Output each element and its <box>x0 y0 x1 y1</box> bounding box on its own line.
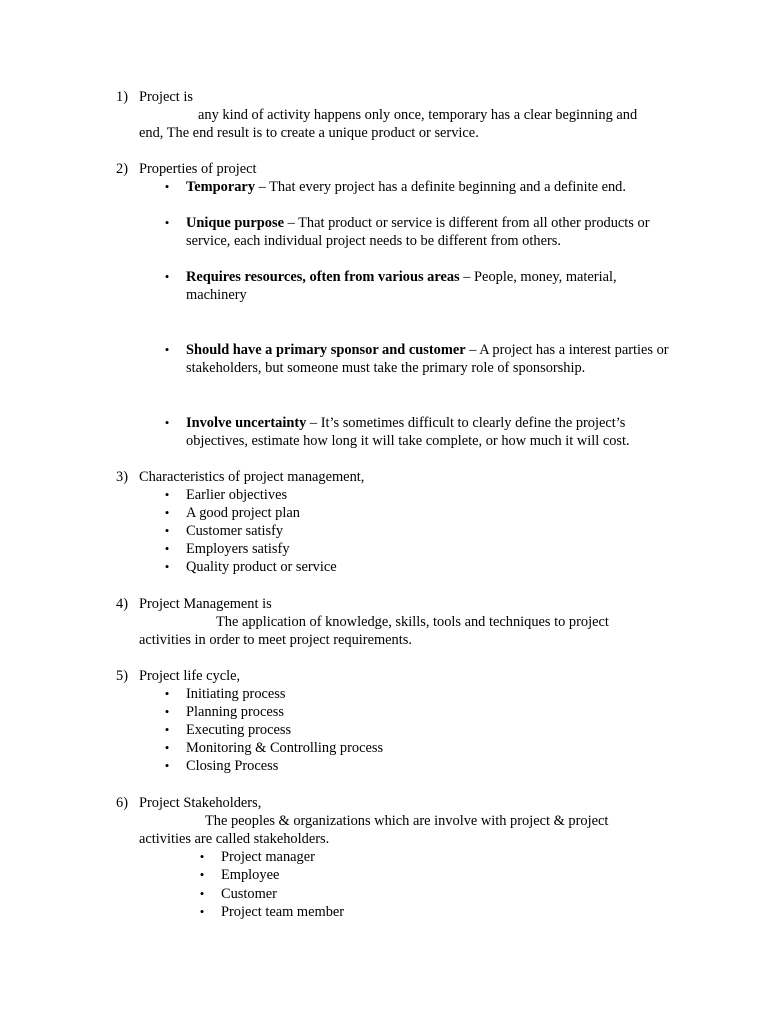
list-item <box>164 414 676 450</box>
item-term: Involve uncertainty <box>186 415 307 431</box>
list-item <box>164 178 676 196</box>
list-item <box>164 268 676 304</box>
bullet-icon: • <box>199 886 205 901</box>
section-number: 1) <box>116 89 128 105</box>
list-item <box>164 522 676 540</box>
bullet-icon: • <box>164 505 170 520</box>
list-item <box>164 341 676 377</box>
bullet-icon: • <box>164 758 170 773</box>
bullet-icon: • <box>164 559 170 574</box>
item-text: Executing process <box>186 722 292 738</box>
section-heading: Project life cycle, <box>139 668 241 684</box>
list-item <box>164 540 676 558</box>
item-term: Unique purpose <box>186 215 284 231</box>
section-heading: Properties of project <box>139 161 257 177</box>
item-text: – That every project has a definite beginning and a definite end. <box>255 179 626 195</box>
bullet-icon: • <box>199 867 205 882</box>
section-number: 5) <box>116 668 128 684</box>
item-text: – A project has a interest parties or stakeholders, but someone must take the primary role of sponsorship. <box>186 342 669 377</box>
section-body-first-line: The peoples & organizations which are involve with project & project <box>205 813 609 829</box>
bullet-icon: • <box>199 904 205 919</box>
list-item <box>164 685 676 703</box>
item-text: – People, money, material, machinery <box>186 269 617 304</box>
list-item <box>164 486 676 504</box>
item-text: Initiating process <box>186 686 286 702</box>
bullet-icon: • <box>164 415 170 430</box>
bullet-icon: • <box>164 740 170 755</box>
bullet-icon: • <box>164 179 170 194</box>
list-item <box>199 903 711 921</box>
section-body-first-line: The application of knowledge, skills, tools and techniques to project <box>216 614 609 630</box>
list-item <box>164 757 676 775</box>
list-item <box>164 739 676 757</box>
bullet-icon: • <box>164 269 170 284</box>
bullet-icon: • <box>199 849 205 864</box>
section-heading: Project Stakeholders, <box>139 795 262 811</box>
item-text: Closing Process <box>186 758 279 774</box>
bullet-icon: • <box>164 215 170 230</box>
section-heading: Project Management is <box>139 596 272 612</box>
item-text: A good project plan <box>186 505 300 521</box>
item-text: – It’s sometimes difficult to clearly define the project’s objectives, estimate how long it will take complete, or how much it will cost. <box>186 415 630 450</box>
list-item <box>164 558 676 576</box>
section-number: 4) <box>116 596 128 612</box>
item-text: Quality product or service <box>186 559 337 575</box>
item-text: Project manager <box>221 849 315 865</box>
item-text: Earlier objectives <box>186 487 288 503</box>
list-item <box>164 214 676 250</box>
section-heading: Project is <box>139 89 193 105</box>
bullet-icon: • <box>164 487 170 502</box>
list-item <box>164 703 676 721</box>
list-item <box>199 848 711 866</box>
section-body-rest: end, The end result is to create a unique product or service. <box>139 125 479 141</box>
list-item <box>199 866 711 884</box>
item-text: Employee <box>221 867 280 883</box>
list-item <box>199 885 711 903</box>
section-number: 6) <box>116 795 128 811</box>
bullet-icon: • <box>164 722 170 737</box>
item-term: Temporary <box>186 179 256 195</box>
bullet-icon: • <box>164 704 170 719</box>
item-text: – That product or service is different from all other products or service, each individual project needs to be different from others. <box>186 215 650 250</box>
section-body-first-line: any kind of activity happens only once, temporary has a clear beginning and <box>198 107 638 123</box>
bullet-icon: • <box>164 541 170 556</box>
section-number: 3) <box>116 469 128 485</box>
section-body-rest: activities in order to meet project requirements. <box>139 632 412 648</box>
bullet-icon: • <box>164 523 170 538</box>
bullet-icon: • <box>164 686 170 701</box>
bullet-icon: • <box>164 342 170 357</box>
item-text: Project team member <box>221 904 345 920</box>
item-text: Planning process <box>186 704 284 720</box>
item-text: Customer satisfy <box>186 523 284 539</box>
item-term: Requires resources, often from various areas <box>186 269 460 285</box>
item-text: Employers satisfy <box>186 541 290 557</box>
section-heading: Characteristics of project management, <box>139 469 365 485</box>
list-item <box>164 504 676 522</box>
section-body-rest: activities are called stakeholders. <box>139 831 330 847</box>
list-item <box>164 721 676 739</box>
item-text: Monitoring & Controlling process <box>186 740 384 756</box>
section-number: 2) <box>116 161 128 177</box>
item-text: Customer <box>221 886 277 902</box>
item-term: Should have a primary sponsor and customer <box>186 342 466 358</box>
